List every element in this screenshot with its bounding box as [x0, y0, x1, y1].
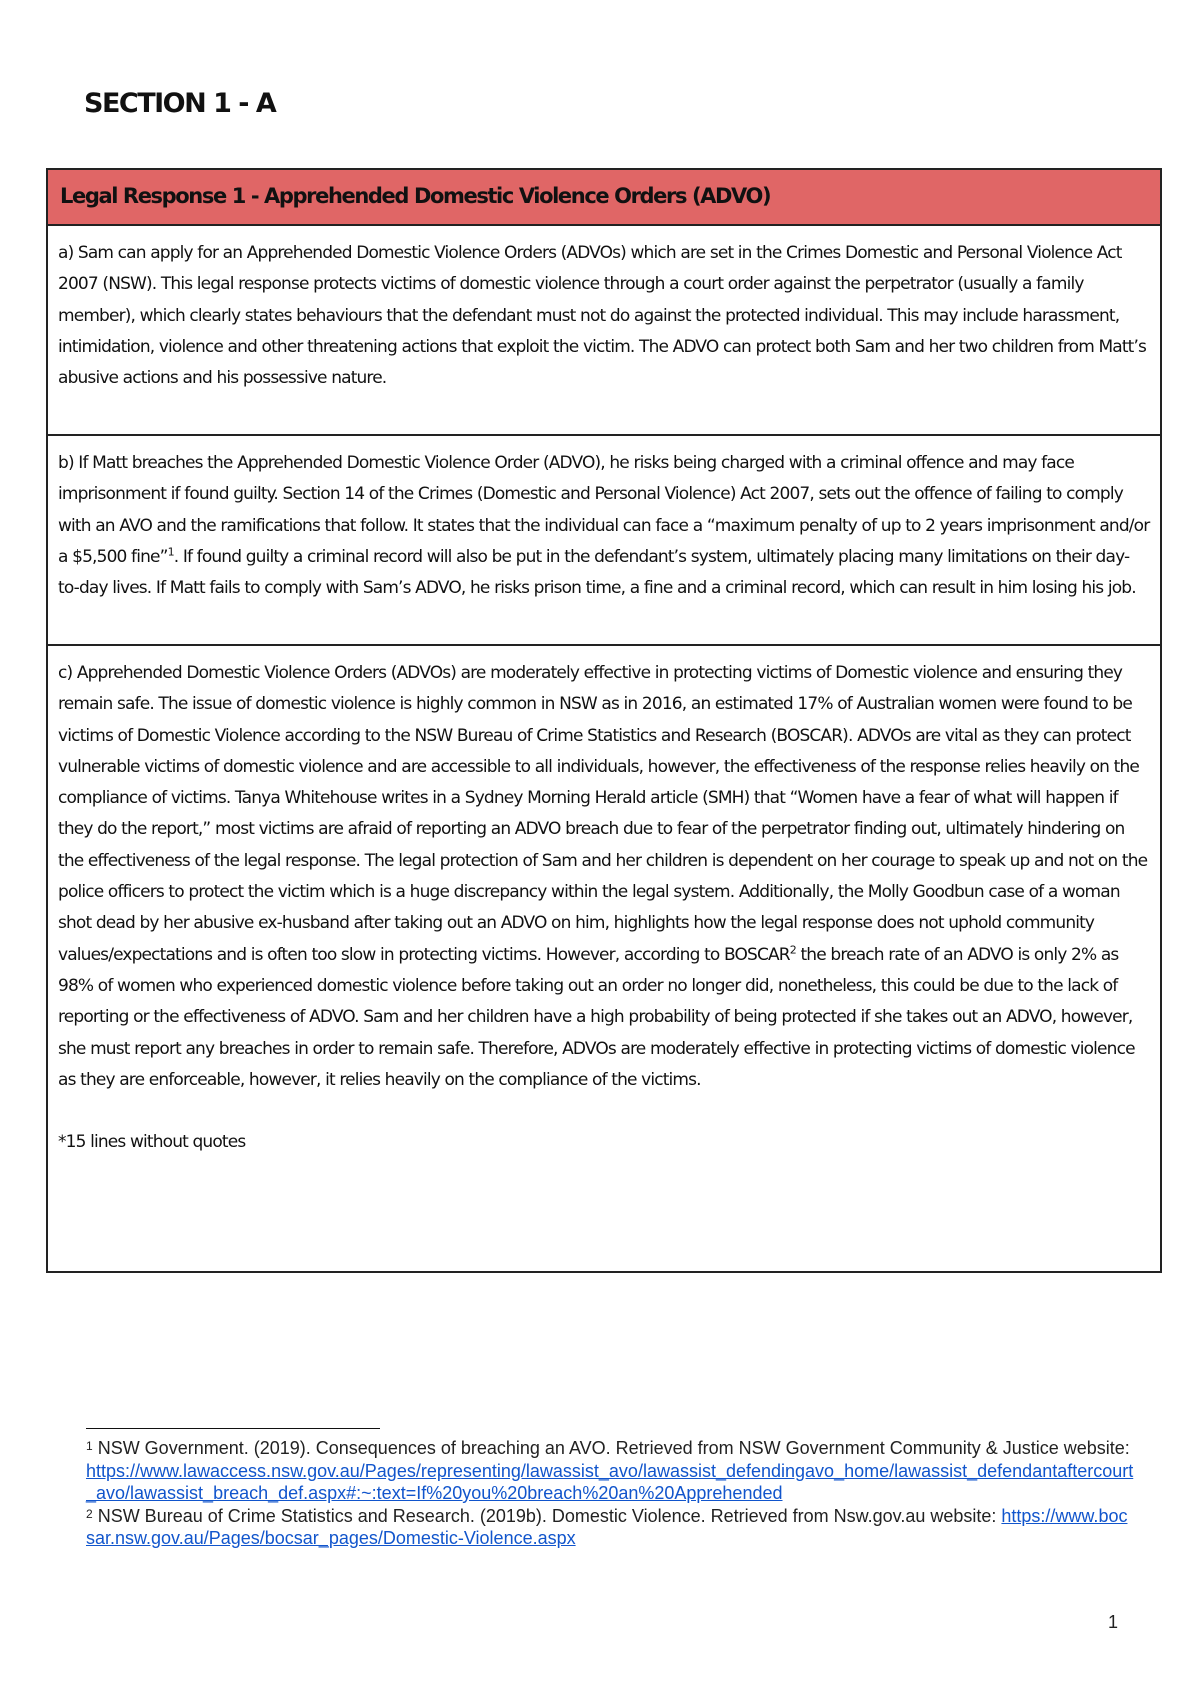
footnote-1-mark: 1 [86, 1439, 93, 1453]
cell-c-text-part1: c) Apprehended Domestic Violence Orders (ADVOs) are moderately effective in protecting victims of Domestic violence and ensuring they remain safe. The issue of domestic violence is highly common in NSW as in 2016, an estimated 17% of Australian women were found to be victims of Domestic Violence according to the NSW Bureau of Crime Statistics and Research (BOSCAR). ADVOs are vital as they can protect vulnerable victims of domestic violence and are accessible to all individuals, however, the effectiveness of the response relies heavily on the compliance of victims. Tanya Whitehouse writes in a Sydney Morning Herald article (SMH) that “Women have a fear of what will happen if they do the report,” most victims are afraid of reporting an ADVO breach due to fear of the perpetrator finding out, ultimately hindering on the effectiveness of the legal response. The legal protection of Sam and her children is dependent on her courage to speak up and not on the police officers to protect the victim which is a huge discrepancy within the legal system. Additionally, the Molly Goodbun case of a woman shot dead by her abusive ex-husband after taking out an ADVO on him, highlights how the legal response does not uphold community values/expectations and is often too slow in protecting victims. However, according to BOSCAR [58, 663, 1148, 965]
footnote-1-text: NSW Government. (2019). Consequences of breaching an AVO. Retrieved from NSW Government Community & Justice website: [92, 1438, 1130, 1458]
table-cell-b [48, 436, 1160, 646]
cell-c-text-part2: the breach rate of an ADVO is only 2% as 98% of women who experienced domestic violence before taking out an order no longer did, nonetheless, this could be due to the lack of reporting or the effectiveness of ADVO. Sam and her children have a high probability of being protected if she takes out an ADVO, however, she must report any breaches in order to remain safe. Therefore, ADVOs are moderately effective in protecting victims of domestic violence as they are enforceable, however, it relies heavily on the compliance of the victims. [58, 944, 1135, 1090]
legal-response-table [46, 168, 1162, 1273]
footnote-2 [86, 1505, 1136, 1550]
cell-b-text [58, 448, 1150, 604]
cell-c-text [58, 658, 1150, 1096]
footnotes [86, 1437, 1136, 1550]
line-count-note: *15 lines without quotes [58, 1132, 246, 1153]
footnote-1-link[interactable]: https://www.lawaccess.nsw.gov.au/Pages/representing/lawassist_avo/lawassist_defendingavo_home/lawassist_defendantaftercourt_avo/lawassist_breach_def.aspx#:~:text=If%20you%20breach%20an%20Apprehended [86, 1460, 1134, 1503]
footnote-ref-2[interactable]: 2 [789, 943, 796, 957]
footnote-2-mark: 2 [86, 1506, 93, 1521]
cell-b-text-part2: . If found guilty a criminal record will also be put in the defendant’s system, ultimately placing many limitations on their day-to-day lives. If Matt fails to comply with Sam’s ADVO, he risks prison time, a fine and a criminal record, which can result in him losing his job. [58, 546, 1136, 599]
footnote-2-text: NSW Bureau of Crime Statistics and Research. (2019b). Domestic Violence. Retrieved from Nsw.gov.au website: [92, 1505, 1002, 1526]
table-header: Legal Response 1 - Apprehended Domestic Violence Orders (ADVO) [48, 170, 1160, 226]
cell-b-text-part1: b) If Matt breaches the Apprehended Domestic Violence Order (ADVO), he risks being charged with a criminal offence and may face imprisonment if found guilty. Section 14 of the Crimes (Domestic and Personal Violence) Act 2007, sets out the offence of failing to comply with an AVO and the ramifications that follow. It states that the individual can face a “maximum penalty of up to 2 years imprisonment and/or a $5,500 fine” [58, 453, 1150, 567]
table-cell-a [48, 226, 1160, 436]
section-title: SECTION 1 - A [84, 88, 276, 119]
page-number: 1 [1108, 1612, 1119, 1632]
footnote-separator [86, 1428, 380, 1429]
cell-a-text: a) Sam can apply for an Apprehended Domestic Violence Orders (ADVOs) which are set in the Crimes Domestic and Personal Violence Act 2007 (NSW). This legal response protects victims of domestic violence through a court order against the perpetrator (usually a family member), which clearly states behaviours that the defendant must not do against the protected individual. This may include harassment, intimidation, violence and other threatening actions that exploit the victim. The ADVO can protect both Sam and her two children from Matt’s abusive actions and his possessive nature. [58, 243, 1147, 389]
footnote-1 [86, 1437, 1136, 1505]
table-cell-c [48, 646, 1160, 1271]
footnote-ref-1[interactable]: 1 [167, 545, 174, 559]
footnote-2-link[interactable]: https://www.bocsar.nsw.gov.au/Pages/bocsar_pages/Domestic-Violence.aspx [86, 1505, 1128, 1548]
